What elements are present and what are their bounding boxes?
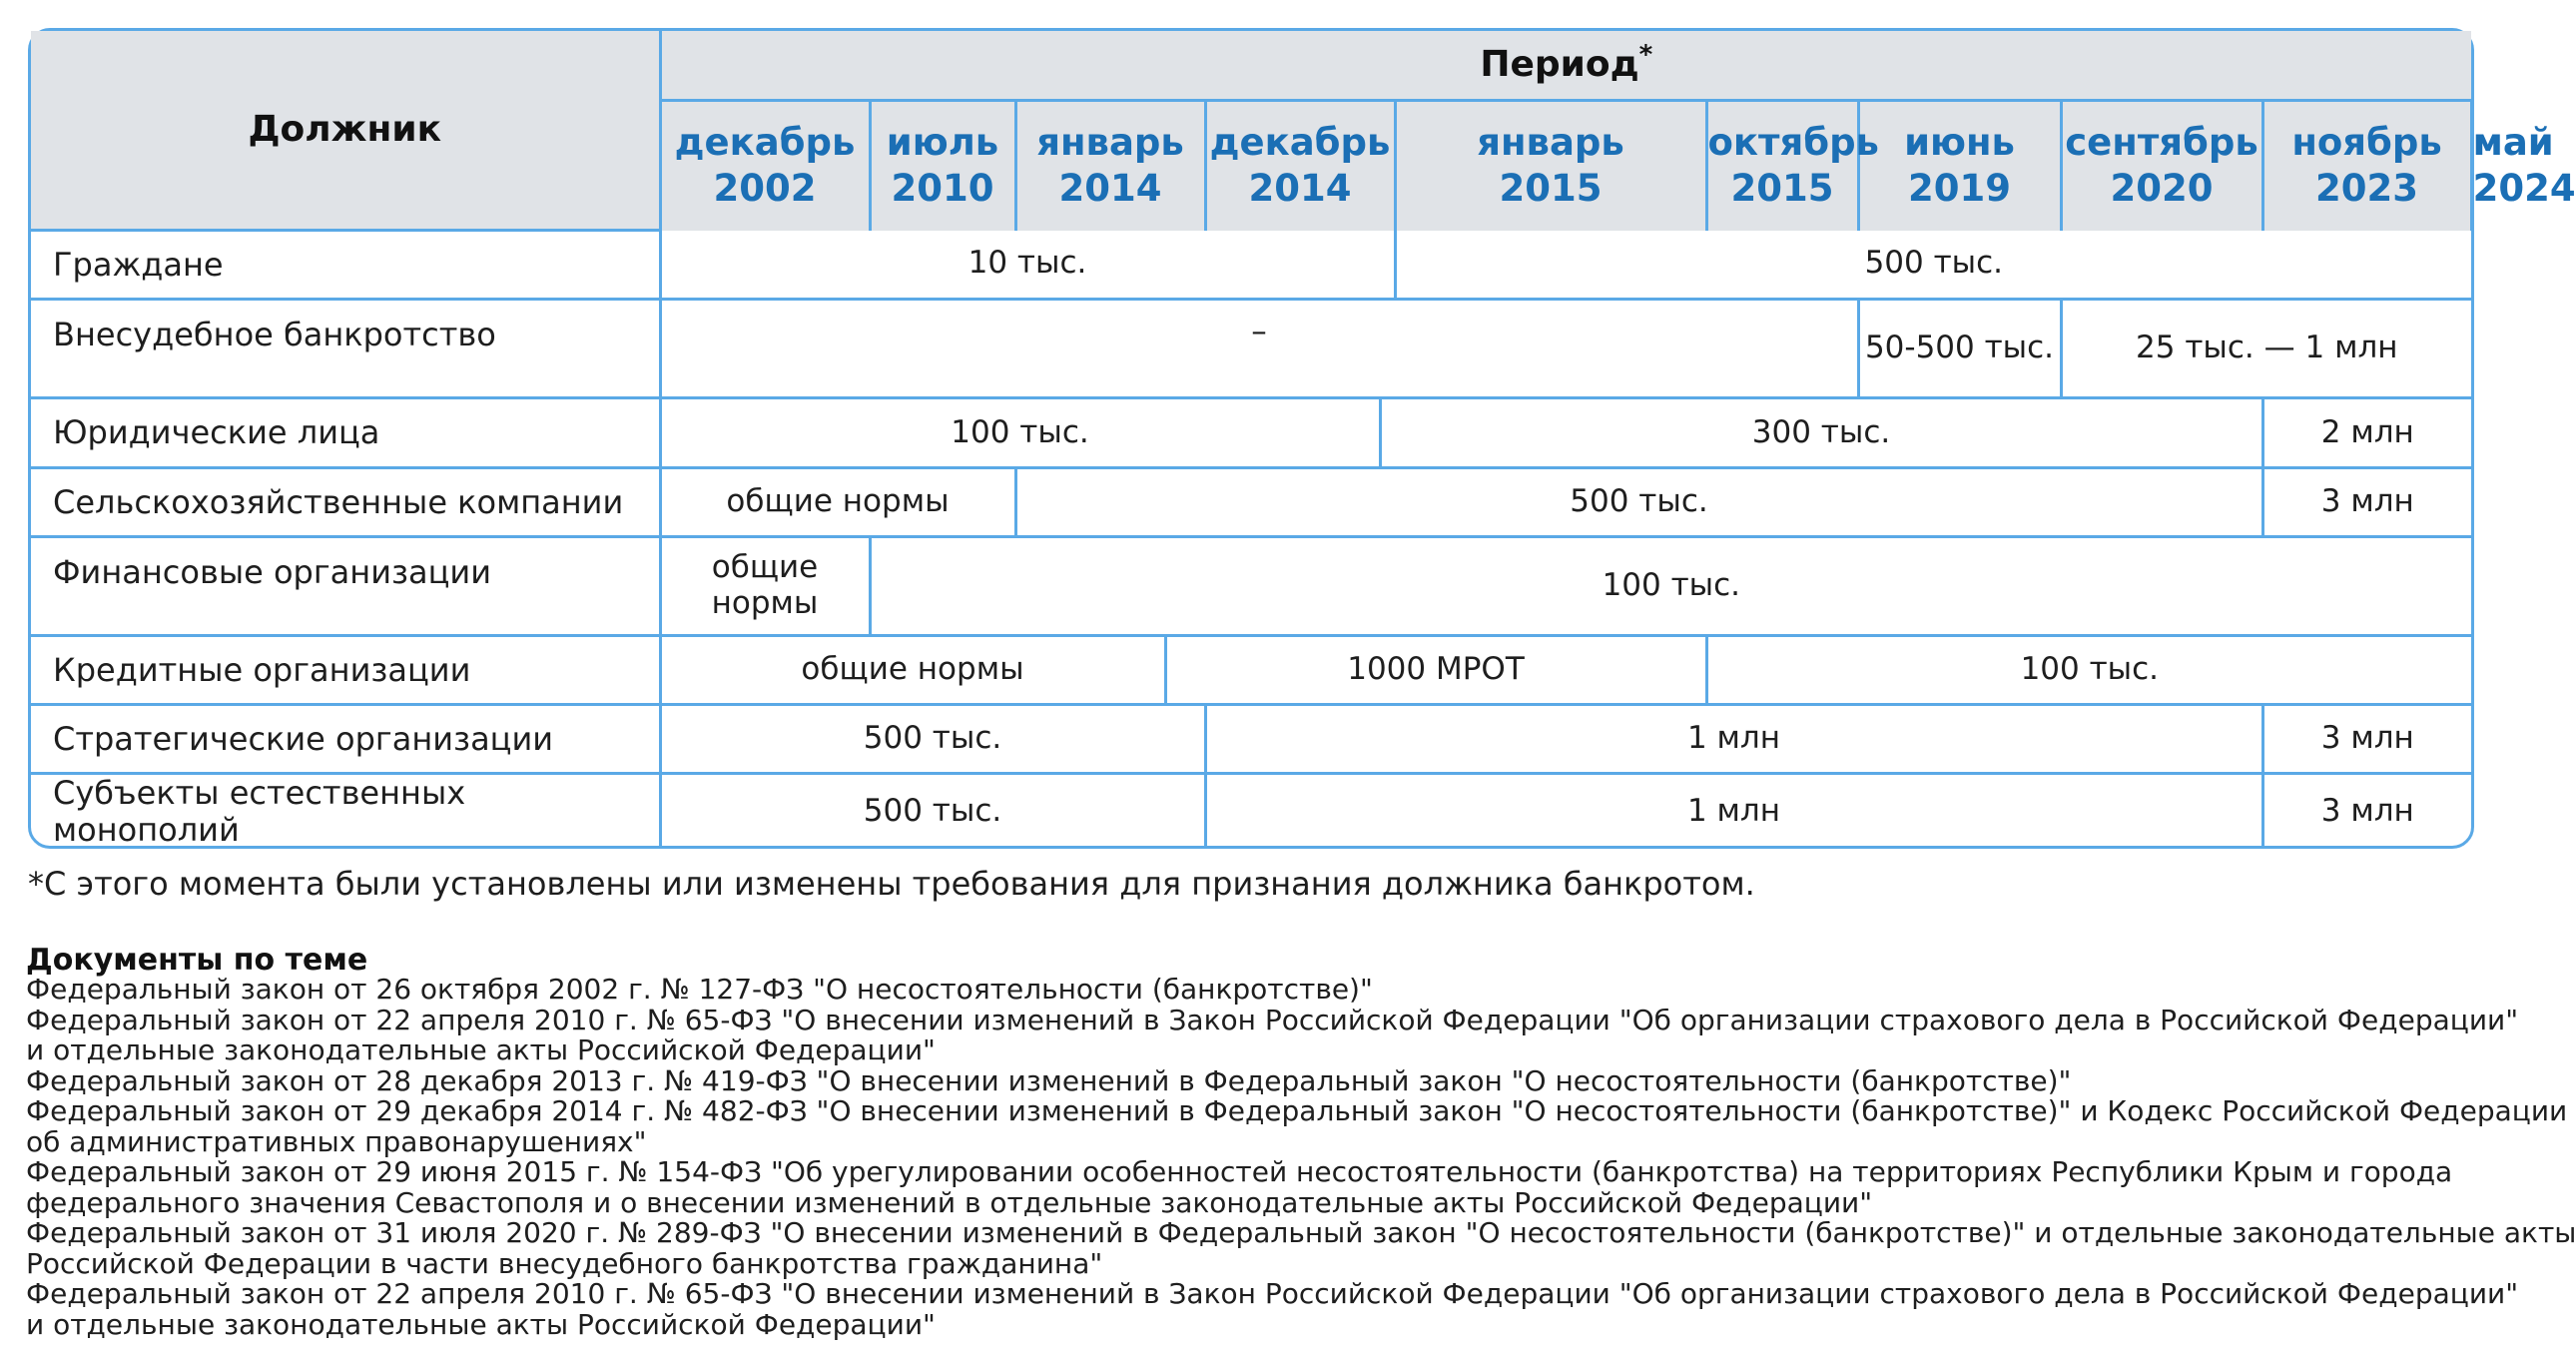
cell-value: 3 млн [2262, 774, 2471, 849]
document-line: об административных правонарушениях" [26, 1124, 647, 1158]
cell-value: 25 тыс. — 1 млн [2061, 300, 2471, 398]
cell-value: 100 тыс. [870, 537, 2471, 636]
cell-value: 10 тыс. [660, 231, 1395, 300]
document-line: Федеральный закон от 28 декабря 2013 г. № 419-ФЗ "О внесении изменений в Федеральный закон "О несостоятельности (банкротстве)" [26, 1063, 2072, 1097]
date-header-jun-2019: июнь 2019 [1858, 101, 2061, 231]
table-row [31, 774, 2471, 849]
period-footnote-mark: * [1638, 40, 1653, 71]
table-row [31, 468, 2471, 537]
cell-value: 50-500 тыс. [1858, 300, 2061, 398]
table-row [31, 537, 2471, 636]
table-row [31, 231, 2471, 300]
date-header-jul-2010: июль 2010 [870, 101, 1015, 231]
row-label-out-of-court-bankruptcy: Внесудебное банкротство [31, 300, 660, 398]
document-line: Российской Федерации в части внесудебного банкротства гражданина" [26, 1246, 1103, 1280]
date-header-jan-2015: январь 2015 [1395, 101, 1706, 231]
date-header-dec-2002: декабрь 2002 [660, 101, 870, 231]
table-row [31, 636, 2471, 705]
documents-list [26, 973, 2576, 1341]
document-line: Федеральный закон от 29 декабря 2014 г. № 482-ФЗ "О внесении изменений в Федеральный закон "О несостоятельности (банкротстве)" и Кодекс Российской Федерации [26, 1094, 2568, 1127]
cell-value: 3 млн [2262, 468, 2471, 537]
cell-value: 1000 МРОТ [1165, 636, 1706, 705]
cell-value: 300 тыс. [1380, 398, 2262, 468]
period-header-label: Период [1480, 44, 1639, 86]
date-header-oct-2015: октябрь 2015 [1706, 101, 1858, 231]
debtor-column-header: Должник [31, 31, 660, 231]
cell-value: общие нормы [660, 537, 870, 636]
cell-value: 100 тыс. [1706, 636, 2471, 705]
row-label-legal-entities: Юридические лица [31, 398, 660, 468]
cell-value: 500 тыс. [1015, 468, 2262, 537]
cell-value: 1 млн [1205, 705, 2262, 774]
row-label-citizens: Граждане [31, 231, 660, 300]
bankruptcy-threshold-table [28, 28, 2576, 849]
cell-value: 500 тыс. [660, 705, 1205, 774]
period-header [660, 31, 2471, 101]
footnote: *С этого момента были установлены или изменены требования для признания должника банкротом. [28, 865, 1755, 903]
document-line: Федеральный закон от 22 апреля 2010 г. № 65-ФЗ "О внесении изменений в Закон Российской Федерации "Об организации страхового дела в Российской Федерации" [26, 1277, 2519, 1310]
cell-value: 500 тыс. [660, 774, 1205, 849]
document-line: Федеральный закон от 26 октября 2002 г. № 127-ФЗ "О несостоятельности (банкротстве)" [26, 973, 1373, 1006]
cell-value: общие нормы [660, 468, 1015, 537]
threshold-table: Должник Период* декабрь 2002 июль 2010 январь 2014 декабрь 2014 январь 2015 октябрь 2015 июнь 2019 сентябрь 2020 ноябрь 2023 май 2024 Граждане 10 тыс. 500 тыс. Внесудебное банкротство – 50-500 тыс. 25 тыс. — 1 млн Юридические лица 100 тыс. 300 тыс. 2 млн Сельскохозяйственные компании общие нормы 500 тыс. 3 млн Финансовые организации общие нормы 100 тыс. Кредитные организации общие нормы 1000 МРОТ 100 тыс. Стратегические организации 500 тыс. 1 млн 3 млн Субъекты естественных монополий 500 тыс. 1 млн 3 млн [31, 31, 2471, 849]
cell-value: – [660, 300, 1858, 398]
cell-value: 100 тыс. [660, 398, 1380, 468]
row-label-financial-organizations: Финансовые организации [31, 537, 660, 636]
cell-value: общие нормы [660, 636, 1165, 705]
cell-value: 3 млн [2262, 705, 2471, 774]
row-label-credit-organizations: Кредитные организации [31, 636, 660, 705]
row-label-agricultural-companies: Сельскохозяйственные компании [31, 468, 660, 537]
cell-value: 500 тыс. [1395, 231, 2471, 300]
document-line: федерального значения Севастополя и о внесении изменений в отдельные законодательные акты Российской Федерации" [26, 1185, 1873, 1219]
documents-title: Документы по теме [26, 943, 368, 978]
date-header-jan-2014: январь 2014 [1015, 101, 1205, 231]
document-line: и отдельные законодательные акты Российской Федерации" [26, 1033, 936, 1066]
date-header-dec-2014: декабрь 2014 [1205, 101, 1395, 231]
row-label-strategic-organizations: Стратегические организации [31, 705, 660, 774]
row-label-natural-monopolies: Субъекты естественных монополий [31, 774, 660, 849]
cell-value: 1 млн [1205, 774, 2262, 849]
document-line: Федеральный закон от 29 июня 2015 г. № 154-ФЗ "Об урегулировании особенностей несостоятельности (банкротства) на территориях Республики Крым и города [26, 1155, 2453, 1188]
date-header-sep-2020: сентябрь 2020 [2061, 101, 2262, 231]
date-header-nov-2023: ноябрь 2023 [2262, 101, 2471, 231]
table-row [31, 398, 2471, 468]
document-line: Федеральный закон от 31 июля 2020 г. № 289-ФЗ "О внесении изменений в Федеральный закон "О несостоятельности (банкротстве)" и отдельные законодательные акты [26, 1216, 2576, 1249]
document-line: и отдельные законодательные акты Российской Федерации" [26, 1307, 936, 1341]
table-row [31, 705, 2471, 774]
table-row [31, 300, 2471, 398]
document-line: Федеральный закон от 22 апреля 2010 г. № 65-ФЗ "О внесении изменений в Закон Российской Федерации "Об организации страхового дела в Российской Федерации" [26, 1003, 2519, 1036]
cell-value: 2 млн [2262, 398, 2471, 468]
